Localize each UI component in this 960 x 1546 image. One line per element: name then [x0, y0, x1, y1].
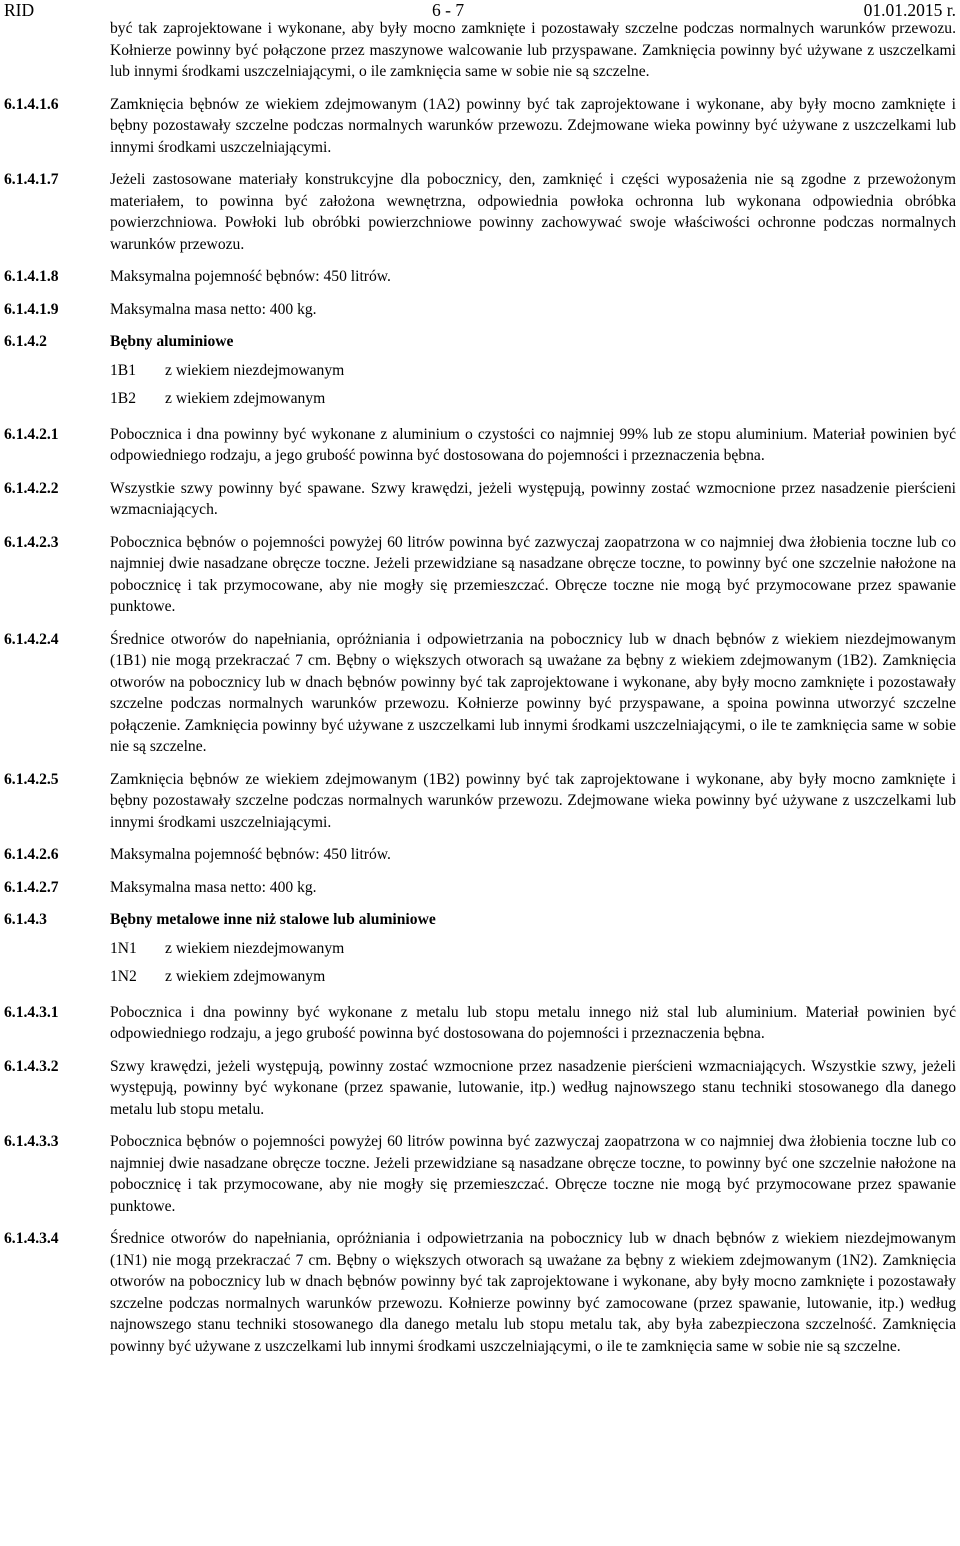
- header-doc-name: RID: [4, 0, 35, 20]
- section-text: Jeżeli zastosowane materiały konstrukcyjne dla pobocznicy, den, zamknięć i części wyposażenia nie są zgodne z przewożonym materiałem, to powinna być założona wewnętrzna, odpowiednia powłoka ochronna lub wykonana odpowiednia obróbka powierzchniowa. Powłoki lub obróbki powierzchniowe powinny zachowywać swoje właściwości ochronne podczas normalnych warunków przewozu.: [110, 171, 956, 253]
- section-text: Maksymalna masa netto: 400 kg.: [110, 878, 317, 896]
- type-list-item: [110, 385, 956, 413]
- paragraph-text: być tak zaprojektowane i wykonane, aby były mocno zamknięte i pozostawały szczelne podczas normalnych warunków przewozu. Kołnierze powinny być połączone przez maszynowe walcowanie lub przyspawane. Zamknięcia powinny być używane z uszczelkami lub innymi środkami uszczelniającymi, o ile zamknięcia same w sobie nie są szczelne.: [110, 20, 956, 80]
- section-text: Średnice otworów do napełniania, opróżniania i odpowietrzania na pobocznicy lub w dnach bębnów z wiekiem niezdejmowanym (1N1) nie mogą przekraczać 7 cm. Bębny o większych otworach są uważane za bębny z wiekiem zdejmowanym (1N2). Zamknięcia otworów na pobocznicy lub w dnach bębnów powinny być tak zaprojektowane i wykonane, aby były mocno zamknięte i pozostawały szczelne podczas normalnych warunków przewozu. Kołnierze powinny być zamocowane (przez spawanie, lutowanie, itp.) według najnowszego stanu techniki stosowanego dla danego metalu lub stopu metalu tak, aby była zabezpieczona szczelność. Zamknięcia powinny być używane z uszczelkami lub innymi środkami uszczelniającymi, o ile te zamknięcia same w sobie nie są szczelne.: [110, 1230, 956, 1355]
- section-number: 6.1.4.2.7: [4, 878, 59, 896]
- section-6-1-4-2-2: [4, 478, 956, 521]
- section-text: Maksymalna pojemność bębnów: 450 litrów.: [110, 268, 391, 285]
- section-number: 6.1.4.2: [4, 333, 47, 350]
- section-heading: Bębny metalowe inne niż stalowe lub aluminiowe: [110, 911, 436, 928]
- header-page-number: 6 - 7: [432, 0, 465, 20]
- section-number: 6.1.4.2.6: [4, 846, 59, 863]
- section-6-1-4-2: [4, 331, 956, 353]
- section-6-1-4-2-3: [4, 532, 956, 618]
- section-text: Pobocznica i dna powinny być wykonane z metalu lub stopu metalu innego niż stal lub aluminium. Materiał powinien być odpowiedniego rodzaju, a jego grubość powinna być dostosowana do pojemności i przeznaczenia bębna.: [110, 1003, 956, 1042]
- continued-paragraph: [4, 18, 956, 83]
- section-text: Średnice otworów do napełniania, opróżniania i odpowietrzania na pobocznicy lub w dnach bębnów z wiekiem niezdejmowanym (1B1) nie mogą przekraczać 7 cm. Bębny o większych otworach są uważane za bębny z wiekiem zdejmowanym (1B2). Zamknięcia otworów na pobocznicy lub w dnach bębnów powinny być tak zaprojektowane i wykonane, aby były mocno zamknięte i pozostawały szczelne podczas normalnych warunków przewozu. Kołnierze powinny być przyspawane, a spoina powinna utworzyć szczelne połączenie. Zamknięcia powinny być używane z uszczelkami lub innymi środkami uszczelniającymi, o ile te zamknięcia same w sobie nie są szczelne.: [110, 630, 956, 755]
- section-number: 6.1.4.2.3: [4, 533, 59, 551]
- header-date: 01.01.2015 r.: [863, 0, 956, 20]
- type-description: z wiekiem niezdejmowanym: [165, 361, 345, 379]
- type-list-item: [110, 963, 956, 991]
- type-description: z wiekiem zdejmowanym: [165, 389, 326, 407]
- section-number: 6.1.4.2.1: [4, 425, 59, 443]
- section-number: 6.1.4.3.4: [4, 1230, 59, 1247]
- section-number: 6.1.4.3.1: [4, 1003, 59, 1021]
- section-text: Zamknięcia bębnów ze wiekiem zdejmowanym (1B2) powinny być tak zaprojektowane i wykonane, aby były mocno zamknięte i bębny pozostawały szczelne podczas normalnych warunków przewozu. Zdejmowane wieka powinny być używane z uszczelkami lub innymi środkami uszczelniającymi.: [110, 770, 956, 831]
- type-list-item: [110, 935, 956, 963]
- section-heading: Bębny aluminiowe: [110, 333, 234, 350]
- type-code: 1B2: [110, 389, 136, 407]
- type-code: 1N1: [110, 939, 137, 957]
- section-6-1-4-1-9: [4, 299, 956, 321]
- section-text: Wszystkie szwy powinny być spawane. Szwy krawędzi, jeżeli występują, powinny zostać wzmocnione przez nasadzenie pierścieni wzmacniających.: [110, 479, 956, 518]
- section-number: 6.1.4.1.6: [4, 95, 59, 113]
- type-code: 1N2: [110, 967, 137, 985]
- section-6-1-4-3-1: [4, 1002, 956, 1045]
- section-6-1-4-3-2: [4, 1056, 956, 1121]
- section-text: Szwy krawędzi, jeżeli występują, powinny zostać wzmocnione przez nasadzenie pierścieni wzmacniających. Wszystkie szwy, jeżeli występują, powinny być wykonane (przez spawanie, lutowanie, itp.) według najnowszego stanu techniki stosowanego dla danego metalu lub stopu metalu.: [110, 1057, 956, 1118]
- section-text: Maksymalna pojemność bębnów: 450 litrów.: [110, 846, 391, 863]
- section-6-1-4-1-6: [4, 94, 956, 159]
- section-6-1-4-3: [4, 909, 956, 931]
- section-number: 6.1.4.1.9: [4, 300, 59, 318]
- section-number-empty: [4, 18, 110, 83]
- section-text: Pobocznica bębnów o pojemności powyżej 60 litrów powinna być zazwyczaj zaopatrzona w co najmniej dwa żłobienia toczne lub co najmniej dwie nasadzane obręcze toczne. Jeżeli przewidziane są nasadzane obręcze toczne, to powinny być one szczelnie nałożone na pobocznicę i tak przymocowane, aby nie mogły się przemieszczać. Obręcze toczne nie mogą być przymocowane przez spawanie punktowe.: [110, 1133, 956, 1215]
- section-6-1-4-2-1: [4, 424, 956, 467]
- section-number: 6.1.4.3: [4, 911, 47, 928]
- section-6-1-4-2-5: [4, 769, 956, 834]
- section-text: Maksymalna masa netto: 400 kg.: [110, 300, 317, 318]
- section-text: Pobocznica i dna powinny być wykonane z aluminium o czystości co najmniej 99% lub ze stopu aluminium. Materiał powinien być odpowiedniego rodzaju, a jego grubość powinna być dostosowana do pojemności i przeznaczenia bębna.: [110, 425, 956, 464]
- section-6-1-4-3-4: [4, 1228, 956, 1357]
- section-number: 6.1.4.2.2: [4, 479, 59, 497]
- section-text: Zamknięcia bębnów ze wiekiem zdejmowanym (1A2) powinny być tak zaprojektowane i wykonane, aby były mocno zamknięte i bębny pozostawały szczelne podczas normalnych warunków przewozu. Zdejmowane wieka powinny być używane z uszczelkami lub innymi środkami uszczelniającymi.: [110, 95, 956, 156]
- section-6-1-4-1-8: [4, 266, 956, 288]
- section-number: 6.1.4.1.8: [4, 268, 59, 285]
- section-6-1-4-3-3: [4, 1131, 956, 1217]
- type-list-item: [110, 357, 956, 385]
- section-6-1-4-1-7: [4, 169, 956, 255]
- section-number: 6.1.4.1.7: [4, 171, 59, 188]
- section-number: 6.1.4.3.3: [4, 1133, 59, 1150]
- section-6-1-4-2-4: [4, 629, 956, 758]
- section-number: 6.1.4.2.4: [4, 630, 59, 648]
- section-6-1-4-2-7: [4, 877, 956, 899]
- document-body: [4, 18, 956, 1368]
- type-description: z wiekiem niezdejmowanym: [165, 939, 345, 957]
- section-number: 6.1.4.3.2: [4, 1057, 59, 1075]
- section-number: 6.1.4.2.5: [4, 770, 59, 788]
- section-6-1-4-2-6: [4, 844, 956, 866]
- type-code: 1B1: [110, 361, 136, 379]
- type-description: z wiekiem zdejmowanym: [165, 967, 326, 985]
- section-text: Pobocznica bębnów o pojemności powyżej 60 litrów powinna być zazwyczaj zaopatrzona w co najmniej dwa żłobienia toczne lub co najmniej dwie nasadzane obręcze toczne. Jeżeli przewidziane są nasadzane obręcze toczne, to powinny być one szczelnie nałożone na pobocznicę i tak przymocowane, aby nie mogły się przemieszczać. Obręcze toczne nie mogą być przymocowane przez spawanie punktowe.: [110, 533, 956, 615]
